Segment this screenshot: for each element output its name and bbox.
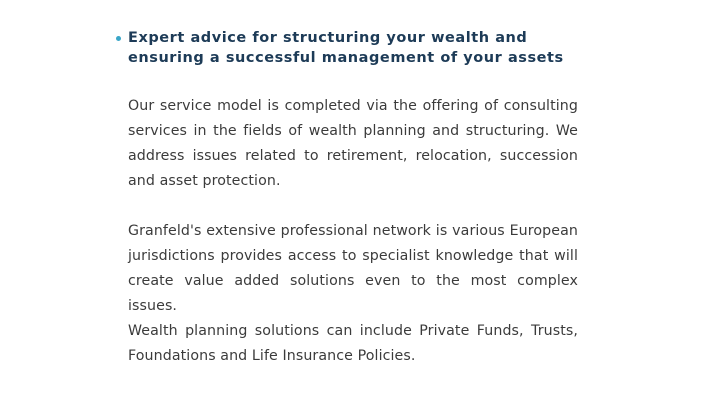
- bullet-heading: [116, 28, 606, 68]
- paragraph-service-model: Our service model is completed via the offering of consulting services in the fields of wealth planning and structuring. We address issues related to retirement, relocation, succession and asset protection.: [128, 98, 578, 189]
- paragraph-network: Granfeld's extensive professional network is various European jurisdictions provides access to specialist knowledge that will create value added solutions even to the most complex issues.: [128, 223, 578, 314]
- paragraph-solutions: Wealth planning solutions can include Private Funds, Trusts, Foundations and Life Insurance Policies.: [128, 323, 578, 364]
- bullet-dot-icon: [116, 36, 121, 41]
- section-heading: Expert advice for structuring your wealth and ensuring a successful management of your assets: [128, 30, 564, 66]
